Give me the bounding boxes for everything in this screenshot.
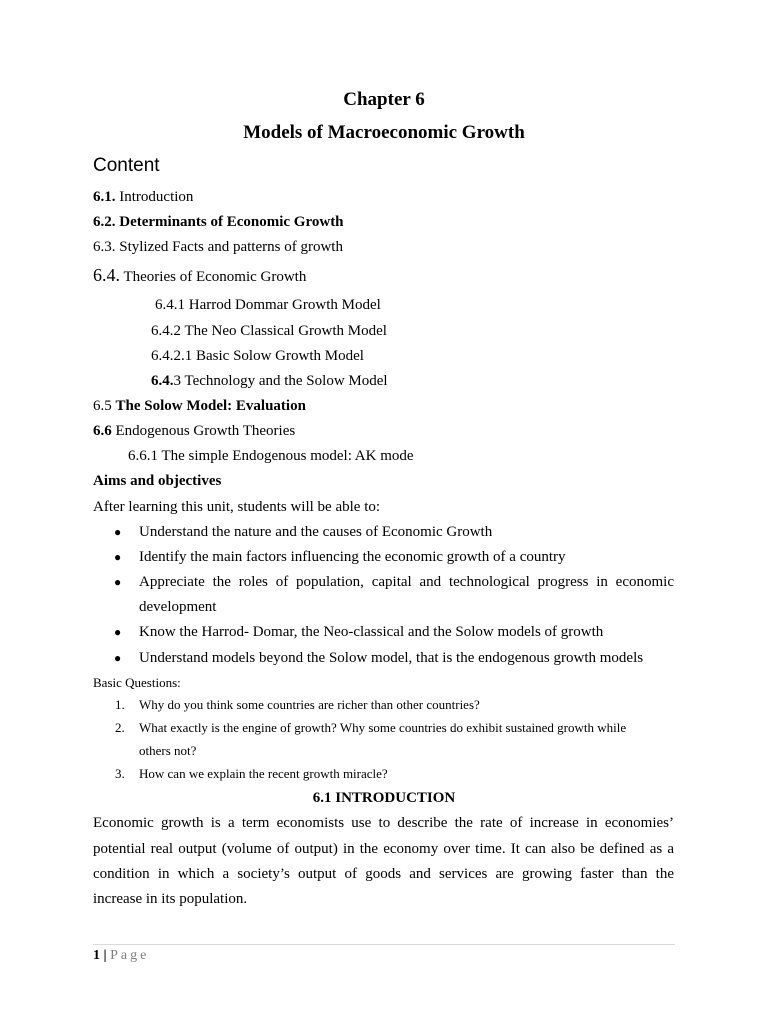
toc-item-6-4-2-1: 6.4.2.1 Basic Solow Growth Model [151, 348, 364, 364]
toc-number: 6.5 [93, 398, 116, 414]
question-number: 2. [115, 720, 125, 735]
chapter-title: Models of Macroeconomic Growth [243, 122, 525, 143]
page-footer [93, 947, 149, 965]
aim-item: Identify the main factors influencing the economic growth of a country [139, 549, 566, 565]
aim-item: Appreciate the roles of population, capital and technological progress in economic [139, 574, 674, 590]
question-number: 3. [115, 766, 125, 781]
question-item: How can we explain the recent growth miracle? [139, 766, 388, 781]
toc-item-6-2 [93, 213, 344, 231]
toc-item-6-6-1: 6.6.1 The simple Endogenous model: AK mode [128, 448, 414, 464]
toc-text: Endogenous Growth Theories [111, 423, 296, 439]
toc-number: 6.4. [151, 373, 174, 389]
aim-item: Understand models beyond the Solow model, that is the endogenous growth models [139, 650, 644, 666]
toc-text: 3 Technology and the Solow Model [173, 373, 388, 389]
toc-item-6-4-2: 6.4.2 The Neo Classical Growth Model [151, 323, 387, 339]
bullet-icon: ● [114, 575, 122, 589]
paragraph-line: potential real output (volume of output) in the economy over time. It can also be defined as a [93, 841, 674, 857]
footer-divider [93, 944, 675, 945]
toc-text: Theories of Economic Growth [120, 269, 307, 285]
aim-item: Know the Harrod- Domar, the Neo-classical and the Solow models of growth [139, 624, 604, 640]
bullet-icon: ● [114, 550, 122, 564]
page-label: Page [110, 948, 150, 963]
toc-item-6-4-1: 6.4.1 Harrod Dommar Growth Model [155, 297, 381, 313]
aim-item-continued: development [139, 599, 217, 615]
toc-text: Introduction [115, 189, 194, 205]
question-item: What exactly is the engine of growth? Why some countries do exhibit sustained growth while [139, 720, 627, 735]
aim-item: Understand the nature and the causes of Economic Growth [139, 524, 493, 540]
toc-item-6-4 [93, 266, 306, 286]
bullet-icon: ● [114, 525, 122, 539]
content-heading: Content [93, 155, 160, 176]
toc-text: The Solow Model: Evaluation [115, 398, 306, 414]
bullet-icon: ● [114, 625, 122, 639]
question-item-continued: others not? [139, 743, 197, 758]
paragraph-line: increase in its population. [93, 891, 248, 907]
toc-number: 6.1. [93, 189, 116, 205]
page-number: 1 [93, 948, 100, 963]
toc-number: 6.4. [93, 265, 120, 285]
toc-item-6-6 [93, 422, 295, 440]
section-heading: 6.1 INTRODUCTION [312, 790, 456, 806]
questions-heading: Basic Questions: [93, 675, 181, 690]
toc-text: 6.2. Determinants of Economic Growth [93, 214, 344, 230]
question-item: Why do you think some countries are richer than other countries? [139, 697, 480, 712]
chapter-label: Chapter 6 [343, 89, 425, 110]
bullet-icon: ● [114, 651, 122, 665]
footer-separator: | [100, 948, 111, 963]
question-number: 1. [115, 697, 125, 712]
aims-heading: Aims and objectives [93, 473, 222, 489]
toc-item-6-5 [93, 397, 306, 415]
paragraph-line: Economic growth is a term economists use to describe the rate of increase in economies’ [93, 815, 674, 831]
toc-item-6-1 [93, 188, 193, 206]
toc-item-6-3: 6.3. Stylized Facts and patterns of growth [93, 239, 343, 255]
toc-item-6-4-3 [151, 372, 388, 390]
paragraph-line: condition in which a society’s output of goods and services are growing faster than the [93, 866, 674, 882]
aims-intro: After learning this unit, students will be able to: [93, 499, 381, 515]
toc-number: 6.6 [93, 423, 112, 439]
